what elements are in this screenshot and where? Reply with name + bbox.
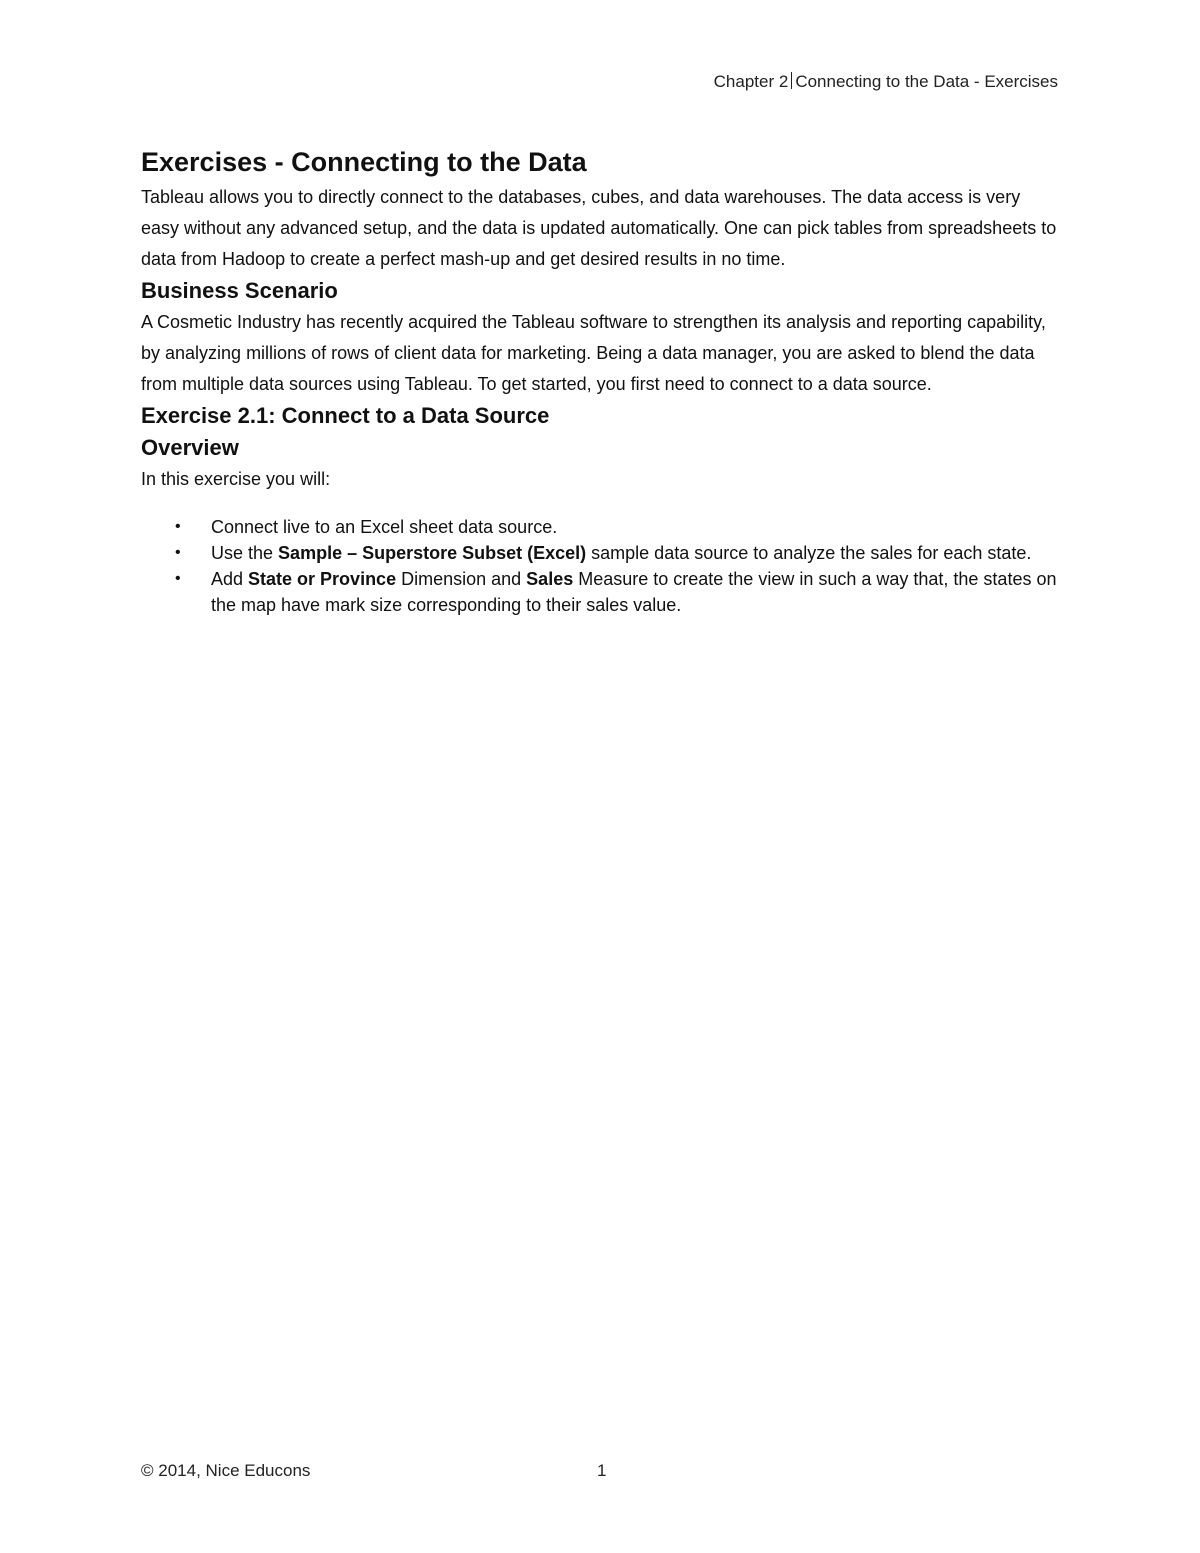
- dimension-name: State or Province: [248, 569, 397, 589]
- bullet-icon: •: [175, 570, 181, 587]
- business-scenario-paragraph: A Cosmetic Industry has recently acquired the Tableau software to strengthen its analysis and reporting capability, by analyzing millions of rows of client data for marketing. Being a data manager, you are asked to blend the data from multiple data sources using Tableau. To get started, you first need to connect to a data source.: [141, 312, 1046, 394]
- bullet-icon: •: [175, 544, 181, 561]
- list-item: [141, 566, 1061, 618]
- running-header: [714, 72, 1058, 92]
- measure-name: Sales: [526, 569, 574, 589]
- bullet-icon: •: [175, 518, 181, 535]
- bullet-text: Connect live to an Excel sheet data source.: [211, 517, 558, 537]
- overview-heading: Overview: [141, 435, 239, 460]
- data-source-name: Sample – Superstore Subset (Excel): [278, 543, 587, 563]
- footer-page-number: 1: [597, 1461, 607, 1480]
- exercise-heading: Exercise 2.1: Connect to a Data Source: [141, 403, 550, 428]
- bullet-text-pre: Add: [211, 569, 249, 589]
- intro-paragraph: Tableau allows you to directly connect to the databases, cubes, and data warehouses. The data access is very easy without any advanced setup, and the data is updated automatically. One can pick tables from spreadsheets to data from Hadoop to create a perfect mash-up and get desired results in no time.: [141, 187, 1057, 269]
- business-scenario-heading: Business Scenario: [141, 278, 338, 303]
- main-content: [141, 142, 1061, 618]
- footer-copyright: © 2014, Nice Educons: [141, 1461, 311, 1480]
- header-section: Connecting to the Data - Exercises: [795, 72, 1058, 91]
- bullet-text-mid: Dimension and: [396, 569, 527, 589]
- header-chapter: Chapter 2: [713, 72, 789, 91]
- bullet-text-pre: Use the: [211, 543, 279, 563]
- header-separator: [791, 72, 792, 89]
- list-item: [141, 540, 1061, 566]
- exercise-bullet-list: [141, 514, 1061, 618]
- list-item: [141, 514, 1061, 540]
- bullet-text-post: sample data source to analyze the sales for each state.: [586, 543, 1032, 563]
- page-title: Exercises - Connecting to the Data: [141, 147, 587, 177]
- bullet-text-post: Measure to create the view in such a way that, the states on the map have mark size corresponding to their sales value.: [211, 569, 1057, 615]
- exercise-lead: In this exercise you will:: [141, 469, 331, 489]
